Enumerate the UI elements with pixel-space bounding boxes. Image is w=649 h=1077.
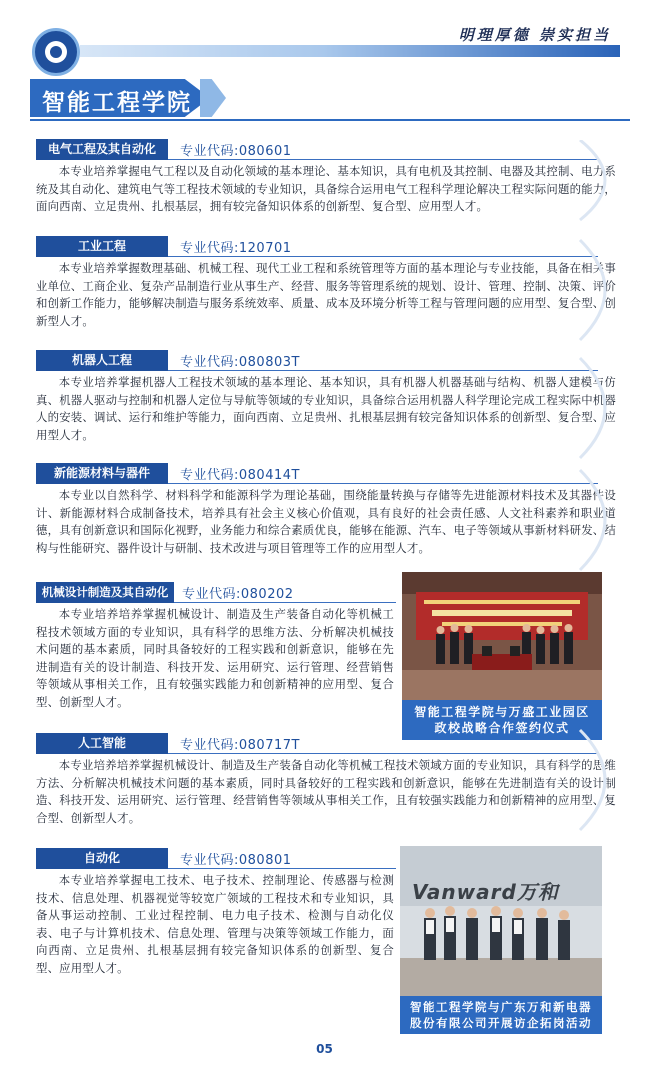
- page-number: 05: [316, 1042, 333, 1056]
- header-slogan: 明理厚德 崇实担当: [458, 26, 611, 44]
- major-divider: [168, 256, 598, 257]
- major-divider: [168, 159, 598, 160]
- major-divider: [168, 753, 598, 754]
- side-decoration: [560, 140, 640, 1040]
- major-description: 本专业培养掌握数理基础、机械工程、现代工业工程和系统管理等方面的基本理论与专业技能，具备在相关事业单位、工商企业、复杂产品制造行业从事生产、经营、服务等管理系统的规划、设计、管理、控制、决策、评价和创新工作能力，能够解决制造与服务系统效率、质量、成本及环境分析等工程与管理问题的应用型、复合型、创新型人才。: [36, 261, 616, 328]
- major-description: 本专业培养培养掌握机械设计、制造及生产装备自动化等机械工程技术领域方面的专业知识，具有科学的思维方法、分析解决机械技术问题的基本素质，同时具备较好的工程实践和创新意识，能够在先进制造有关的设计制造、科技开发、运用研究、运行管理、经营销售等领域从事相关工作，且有较强实践能力和创新精神的应用型、复合型、创新型人才。: [36, 758, 616, 825]
- photo1-caption: 智能工程学院与万盛工业园区政校战略合作签约仪式: [414, 705, 590, 735]
- major-electrical: [36, 139, 616, 214]
- major-divider: [168, 868, 396, 869]
- major-code: 专业代码:080717T: [180, 738, 300, 753]
- section-title: 智能工程学院: [42, 90, 192, 116]
- section-title-arrow: [200, 79, 226, 117]
- major-code: 专业代码:080601: [180, 144, 292, 159]
- major-description: 本专业以自然科学、材料科学和能源科学为理论基础，围绕能量转换与存储等先进能源材料技术及其器件设计、新能源材料合成制备技术，培养具有社会主义核心价值观，具有良好的社会责任感、人文社科素养和职业道德，具有创新意识和国际化视野，业务能力和综合素质优良，能够在能源、汽车、电子等领域从事新材料研发、结构与性能研究、器件设计与研制、技术改进与项目管理等工作的应用型人才。: [36, 488, 616, 555]
- major-description: 本专业培养掌握电工技术、电子技术、控制理论、传感器与检测技术、信息处理、机器视觉等较宽广领域的工程技术和专业知识，具备从事运动控制、工业过程控制、电力电子技术、检测与自动化仪表、电子与计算机技术、信息处理、管理与决策等领域工作能力，面向西南、立足贵州、扎根基层拥有较完备知识体系的创新型、复合型、应用型人才。: [36, 873, 394, 975]
- major-divider: [168, 483, 598, 484]
- major-code: 专业代码:080202: [182, 587, 294, 602]
- major-divider: [168, 370, 598, 371]
- major-description: 本专业培养掌握电气工程以及自动化领域的基本理论、基本知识，具有电机及其控制、电器及其控制、电力系统及其自动化、建筑电气等工程技术领域的专业知识，具备综合运用电气工程科学理论解决工程实际问题的能力，面向西南、立足贵州、扎根基层，拥有较完备知识体系的创新型、复合型、应用型人才。: [36, 164, 616, 214]
- major-name-tag: 自动化: [36, 848, 168, 869]
- major-description: 本专业培养掌握机器人工程技术领域的基本理论、基本知识，具有机器人机器基础与结构、机器人建模与仿真、机器人驱动与控制和机器人定位与导航等领域的专业知识，具备综合运用机器人科学理论完成工程实际中机器人的安装、调试、运行和维护等能力，面向西南、立足贵州、扎根基层拥有较完备知识体系的创新型、复合型、应用型人才。: [36, 375, 616, 442]
- major-code: 专业代码:080803T: [180, 355, 300, 370]
- major-code: 专业代码:120701: [180, 241, 292, 256]
- major-code: 专业代码:080801: [180, 853, 292, 868]
- major-code: 专业代码:080414T: [180, 468, 300, 483]
- major-name-tag: 工业工程: [36, 236, 168, 257]
- photo2-caption: 智能工程学院与广东万和新电器股份有限公司开展访企拓岗活动: [410, 1000, 592, 1030]
- header-strip: [80, 45, 620, 57]
- major-name-tag: 人工智能: [36, 733, 168, 754]
- major-divider: [174, 602, 396, 603]
- major-name-tag: 电气工程及其自动化: [36, 139, 168, 160]
- company-sign: Vanward万和: [412, 880, 559, 904]
- school-logo: [32, 28, 80, 76]
- major-name-tag: 机械设计制造及其自动化: [36, 582, 174, 603]
- major-name-tag: 机器人工程: [36, 350, 168, 371]
- section-title-underline: [30, 119, 630, 121]
- logo-emblem-icon: [50, 46, 62, 58]
- major-description: 本专业培养培养掌握机械设计、制造及生产装备自动化等机械工程技术领域方面的专业知识，具有科学的思维方法、分析解决机械技术问题的基本素质，同时具备较好的工程实践和创新意识，能够在先进制造有关的设计制造、科技开发、运用研究、运行管理、经营销售等领域从事相关工作，且有较强实践能力和创新精神的应用型、复合型、创新型人才。: [36, 607, 394, 709]
- major-name-tag: 新能源材料与器件: [36, 463, 168, 484]
